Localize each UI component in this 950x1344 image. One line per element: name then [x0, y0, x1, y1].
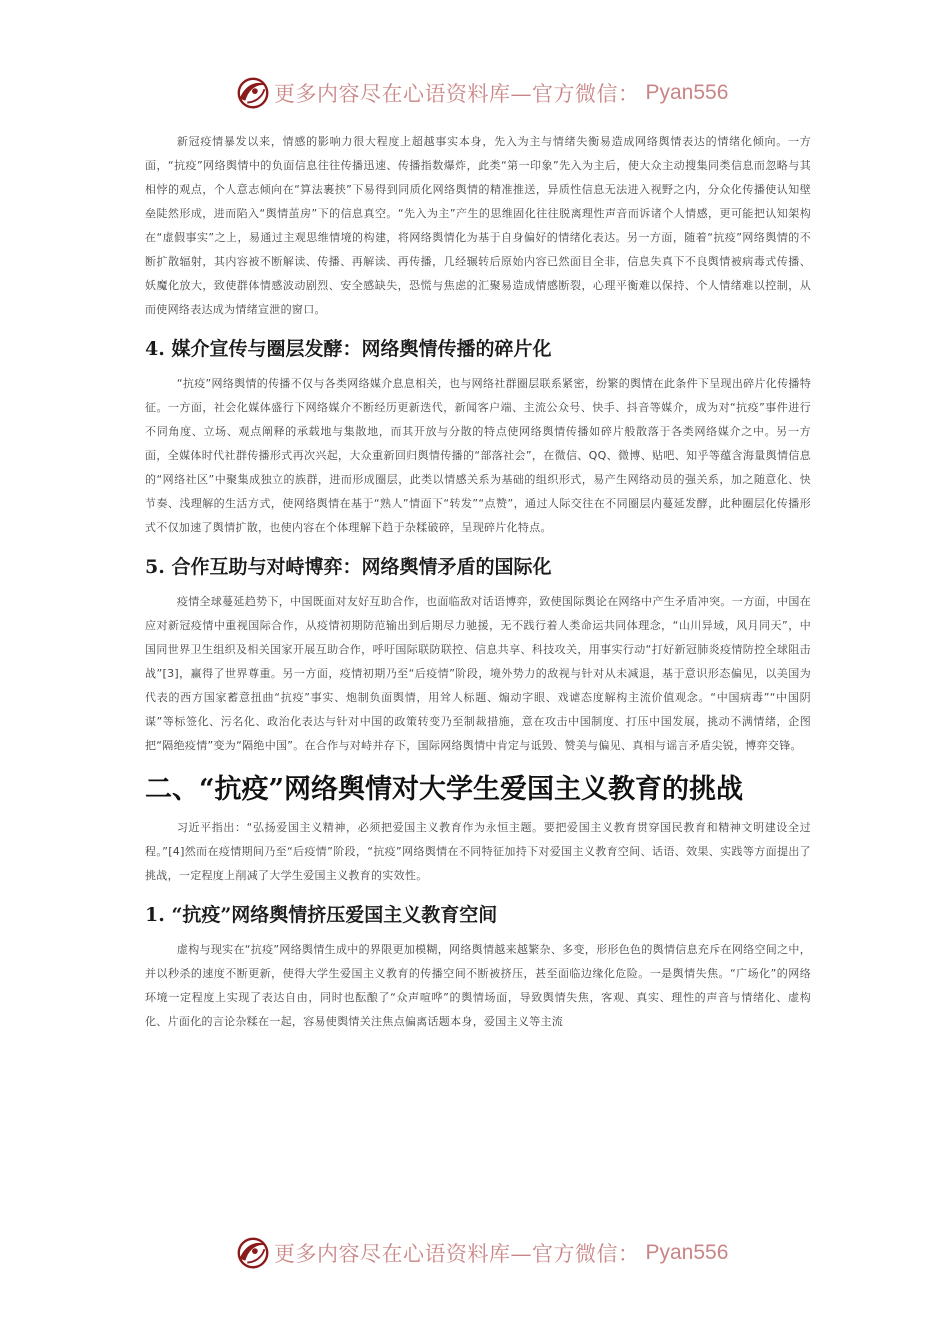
watermark-wechat-id: Pyan556 — [645, 81, 729, 104]
watermark-footer — [234, 1233, 754, 1273]
watermark-header — [234, 73, 754, 113]
swirl-logo-icon — [234, 74, 272, 112]
paragraph-3: 疫情全球蔓延趋势下，中国既面对友好互助合作，也面临敌对话语博弈，致使国际舆论在网络中产生矛盾冲突。一方面，中国在应对新冠疫情中重视国际合作，从疫情初期防范输出到后期尽力驰援，无不践行着人类命运共同体理念，“山川异域，风月同天”，中国同世界卫生组织及相关国家开展互助合作，呼吁国际联防联控、信息共享、科技攻关，用事实行动“打好新冠肺炎疫情防控全球阻击战”[3]，赢得了世界尊重。另一方面，疫情初期乃至“后疫情”阶段，境外势力的敌视与针对从未减退，基于意识形态偏见，以美国为代表的西方国家蓄意扭曲“抗疫”事实、炮制负面舆情，用耸人标题、煽动字眼、戏谑态度解构主流价值观念。“中国病毒”“中国阴谋”等标签化、污名化、政治化表达与针对中国的政策转变乃至制裁措施，意在攻击中国制度、打压中国发展，挑动不满情绪，企图把“隔绝疫情”变为“隔绝中国”。在合作与对峙并存下，国际网络舆情中肯定与诋毁、赞美与偏见、真相与谣言矛盾尖锐，博弈交锋。 — [145, 595, 811, 752]
watermark-text: 更多内容尽在心语资料库—官方微信： — [274, 1242, 640, 1266]
document-body — [145, 130, 811, 1034]
paragraph-5: 虚构与现实在“抗疫”网络舆情生成中的界限更加模糊，网络舆情越来越繁杂、多变，形形色色的舆情信息充斥在网络空间之中，并以秒杀的速度不断更新，使得大学生爱国主义教育的传播空间不断被挤压，甚至面临边缘化危险。一是舆情失焦。“广场化”的网络环境一定程度上实现了表达自由，同时也酝酿了“众声喧哗”的舆情场面，导致舆情失焦，客观、真实、理性的声音与情绪化、虚构化、片面化的言论杂糅在一起，容易使舆情关注焦点偏离话题本身，爱国主义等主流 — [145, 943, 811, 1028]
watermark-text: 更多内容尽在心语资料库—官方微信： — [274, 82, 640, 106]
heading-4: 4. 媒介宣传与圈层发酵：网络舆情传播的碎片化 — [145, 338, 552, 360]
heading-5: 5. 合作互助与对峙博弈：网络舆情矛盾的国际化 — [145, 556, 552, 578]
heading-2-1: 1. “抗疫”网络舆情挤压爱国主义教育空间 — [145, 904, 498, 926]
paragraph-1: 新冠疫情暴发以来，情感的影响力很大程度上超越事实本身，先入为主与情绪失衡易造成网络舆情表达的情绪化倾向。一方面，“抗疫”网络舆情中的负面信息往往传播迅速、传播指数爆炸，此类“第一印象”先入为主后，使大众主动搜集同类信息而忽略与其相悖的观点，个人意志倾向在“算法裹挟”下易得到同质化网络舆情的精准推送，异质性信息无法进入视野之内，分众化传播使认知壁垒陡然形成，进而陷入“舆情茧房”下的信息真空。“先入为主”产生的思维固化往往脱离理性声音而诉诸个人情感，更可能把认知架构在“虚假事实”之上，易通过主观思维情境的构建，将网络舆情化为基于自身偏好的情绪化表达。另一方面，随着“抗疫”网络舆情的不断扩散辐射，其内容被不断解读、传播、再解读、再传播，几经辗转后原始内容已然面目全非，信息失真下不良舆情被病毒式传播、妖魔化放大，致使群体情感波动剧烈、安全感缺失，恐慌与焦虑的汇聚易造成情感断裂，心理平衡难以保持、个人情绪难以控制，从而使网络表达成为情绪宣泄的窗口。 — [145, 135, 811, 316]
paragraph-2: “抗疫”网络舆情的传播不仅与各类网络媒介息息相关，也与网络社群圈层联系紧密，纷繁的舆情在此条件下呈现出碎片化传播特征。一方面，社会化媒体盛行下网络媒介不断经历更新迭代，新闻客户端、主流公众号、快手、抖音等媒介，成为对“抗疫”事件进行不同角度、立场、观点阐释的承载地与集散地，而其开放与分散的特点使网络舆情传播如碎片般散落于各类网络媒介之中。另一方面，全媒体时代社群传播形式再次兴起，大众重新回归舆情传播的“部落社会”，在微信、QQ、微博、贴吧、知乎等蕴含海量舆情信息的“网络社区”中聚集成独立的族群，进而形成圈层，此类以情感关系为基础的组织形式，易产生网络动员的强关系，加之随意化、快节奏、浅理解的生活方式，使网络舆情在基于“熟人”情面下“转发”“点赞”，通过人际交往在不同圈层内蔓延发酵，此种圈层化传播形式不仅加速了舆情扩散，也使内容在个体理解下趋于杂糅破碎，呈现碎片化特点。 — [145, 377, 811, 534]
paragraph-4: 习近平指出：“弘扬爱国主义精神，必须把爱国主义教育作为永恒主题。要把爱国主义教育贯穿国民教育和精神文明建设全过程。”[4]然而在疫情期间乃至“后疫情”阶段，“抗疫”网络舆情在不同特征加持下对爱国主义教育空间、话语、效果、实践等方面提出了挑战，一定程度上削减了大学生爱国主义教育的实效性。 — [145, 821, 811, 882]
swirl-logo-icon — [234, 1234, 272, 1272]
watermark-wechat-id: Pyan556 — [645, 1241, 729, 1264]
section-heading-2: 二、“抗疫”网络舆情对大学生爱国主义教育的挑战 — [145, 774, 744, 805]
